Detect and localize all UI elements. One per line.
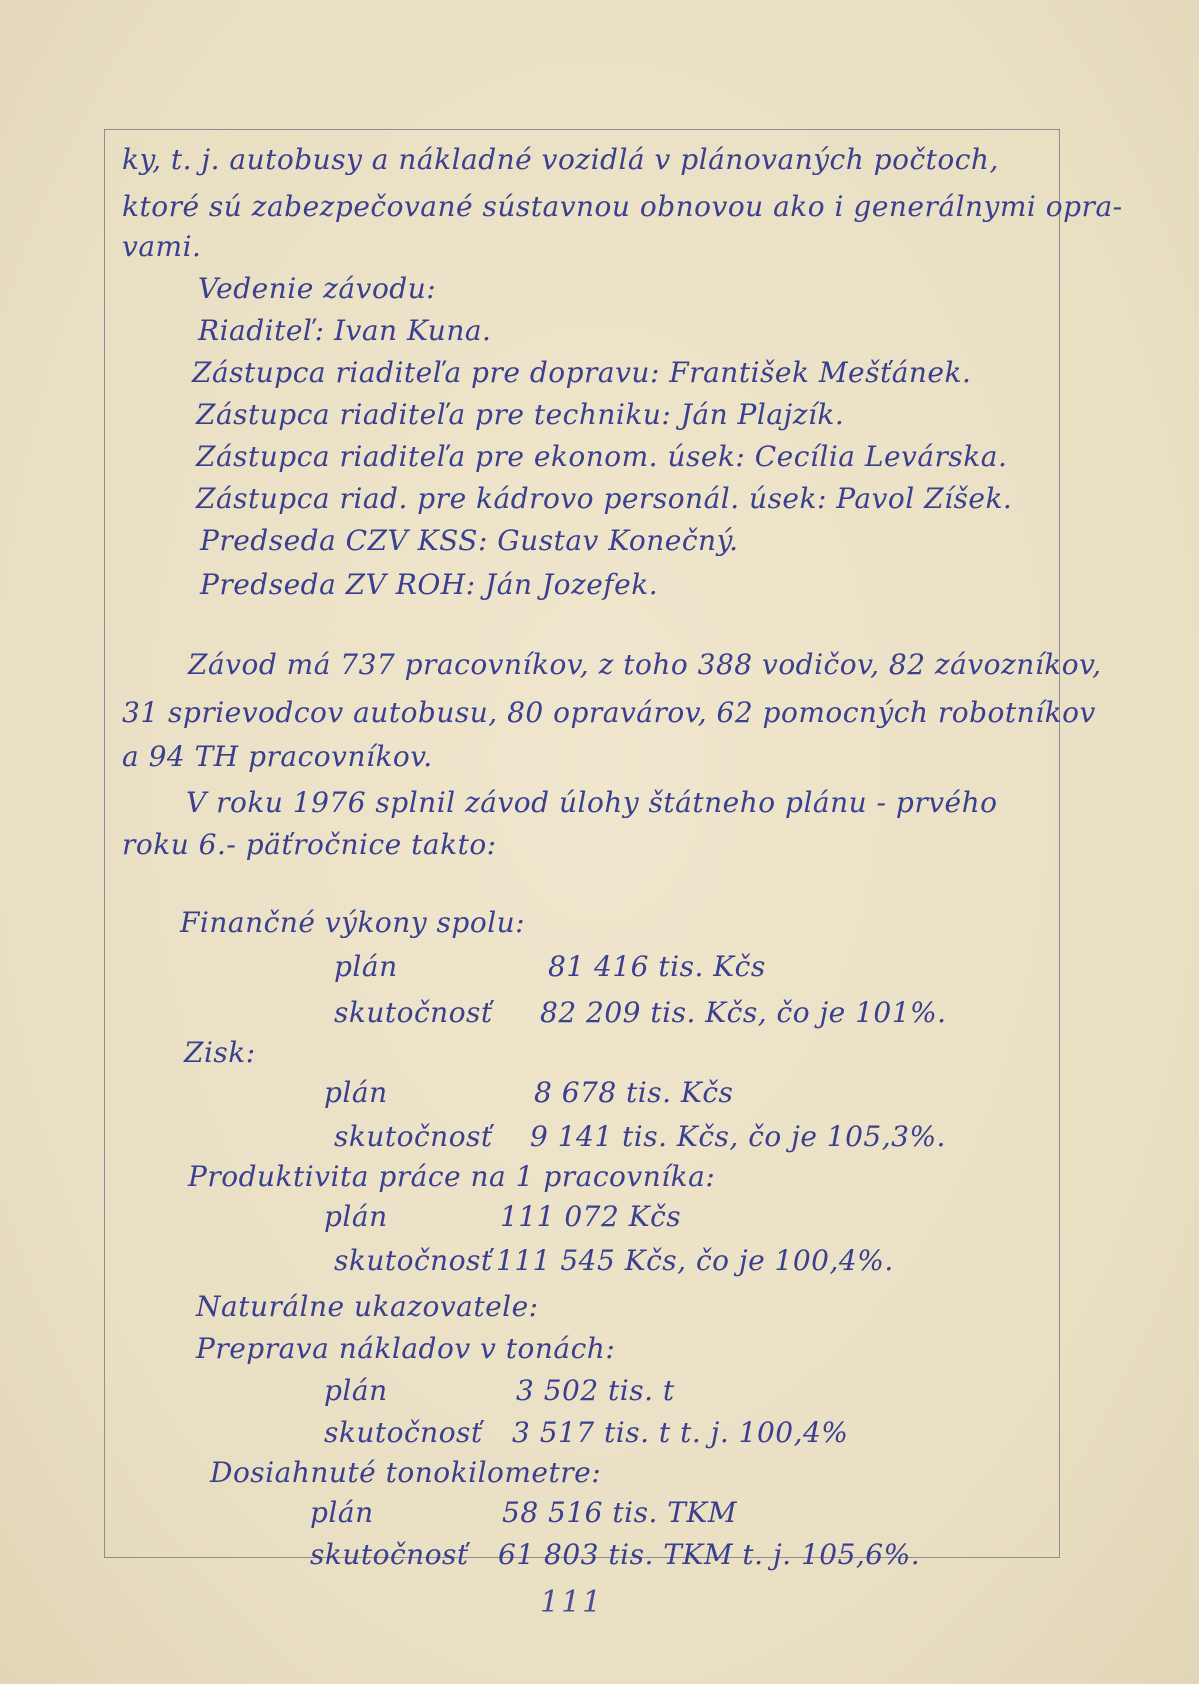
- page-number: 111: [540, 1585, 604, 1620]
- indicator-label: skutočnosť: [334, 1120, 493, 1153]
- management-person: Riaditeľ: Ivan Kuna.: [198, 314, 492, 347]
- staff-line-3: a 94 TH pracovníkov.: [122, 740, 433, 773]
- indicator-value: 9 141 tis. Kčs, čo je 105,3%.: [530, 1120, 946, 1153]
- indicator-heading: Preprava nákladov v tonách:: [196, 1332, 616, 1365]
- management-person: Zástupca riaditeľa pre techniku: Ján Plajzík.: [196, 398, 845, 431]
- indicator-value: 58 516 tis. TKM: [502, 1496, 738, 1529]
- indicator-heading: Dosiahnuté tonokilometre:: [210, 1456, 602, 1489]
- indicator-label: skutočnosť: [334, 996, 493, 1029]
- indicator-label: skutočnosť: [324, 1416, 483, 1449]
- management-person: Predseda CZV KSS: Gustav Konečný.: [200, 524, 739, 557]
- results-line-2: roku 6.- päťročnice takto:: [122, 828, 497, 861]
- indicator-value: 81 416 tis. Kčs: [548, 950, 766, 983]
- indicator-value: 61 803 tis. TKM t. j. 105,6%.: [498, 1538, 921, 1571]
- indicator-label: plán: [334, 950, 398, 983]
- management-person: Predseda ZV ROH: Ján Jozefek.: [200, 568, 659, 601]
- indicator-value: 8 678 tis. Kčs: [534, 1076, 734, 1109]
- indicator-value: 111 545 Kčs, čo je 100,4%.: [496, 1244, 894, 1277]
- indicator-label: plán: [310, 1496, 374, 1529]
- indicator-heading: Naturálne ukazovatele:: [196, 1290, 539, 1323]
- indicator-label: skutočnosť: [334, 1244, 493, 1277]
- indicator-label: plán: [324, 1200, 388, 1233]
- indicator-label: plán: [324, 1374, 388, 1407]
- staff-line-1: Závod má 737 pracovníkov, z toho 388 vodičov, 82 závozníkov,: [188, 648, 1102, 681]
- indicator-heading: Zisk:: [184, 1036, 256, 1069]
- intro-line-3: vami.: [122, 230, 202, 263]
- indicator-label: plán: [324, 1076, 388, 1109]
- management-person: Zástupca riaditeľa pre ekonom. úsek: Cecília Levárska.: [196, 440, 1008, 473]
- intro-line-1: ky, t. j. autobusy a nákladné vozidlá v plánovaných počtoch,: [122, 143, 999, 176]
- indicator-value: 3 502 tis. t: [516, 1374, 675, 1407]
- intro-line-2: ktoré sú zabezpečované sústavnou obnovou ako i generálnymi opra-: [122, 190, 1123, 223]
- results-line-1: V roku 1976 splnil závod úlohy štátneho plánu - prvého: [186, 786, 998, 819]
- management-heading: Vedenie závodu:: [198, 272, 437, 305]
- indicator-label: skutočnosť: [310, 1538, 469, 1571]
- indicator-value: 111 072 Kčs: [500, 1200, 682, 1233]
- indicator-heading: Produktivita práce na 1 pracovníka:: [188, 1160, 716, 1193]
- indicator-heading: Finančné výkony spolu:: [180, 906, 526, 939]
- indicator-value: 82 209 tis. Kčs, čo je 101%.: [540, 996, 947, 1029]
- management-person: Zástupca riaditeľa pre dopravu: František Mešťánek.: [192, 356, 972, 389]
- management-person: Zástupca riad. pre kádrovo personál. úsek: Pavol Zíšek.: [196, 482, 1013, 515]
- indicator-value: 3 517 tis. t t. j. 100,4%: [512, 1416, 849, 1449]
- staff-line-2: 31 sprievodcov autobusu, 80 opravárov, 62 pomocných robotníkov: [122, 696, 1096, 729]
